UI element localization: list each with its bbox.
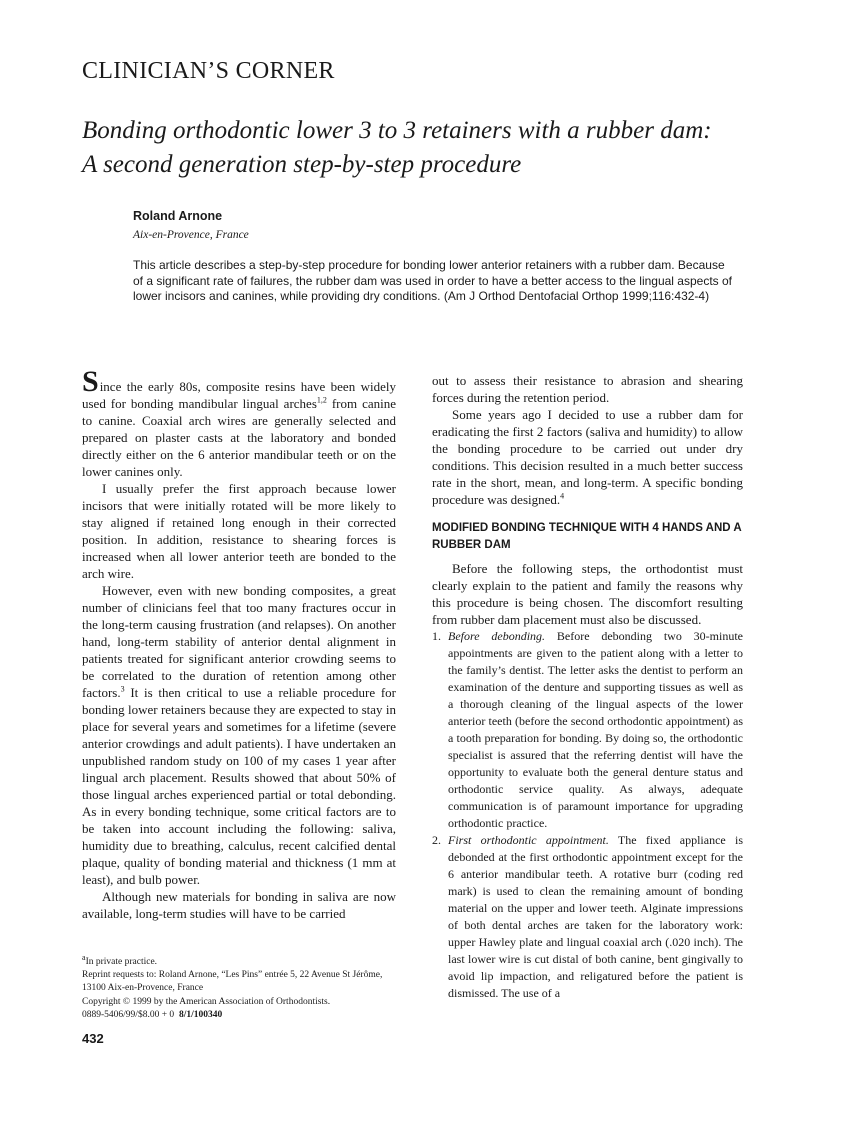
footnote-copyright: Copyright © 1999 by the American Association of Orthodontists. xyxy=(82,996,331,1007)
footnote-affiliation xyxy=(82,952,396,969)
author-affiliation: Aix-en-Provence, France xyxy=(133,229,249,241)
article-code: 8/1/100340 xyxy=(178,1009,223,1020)
step-lead: First orthodontic appointment. xyxy=(448,833,609,847)
paragraph xyxy=(432,406,743,508)
subsection-heading: MODIFIED BONDING TECHNIQUE WITH 4 HANDS AND A RUBBER DAM xyxy=(432,522,742,551)
step-lead: Before debonding. xyxy=(448,629,546,643)
paragraph-text: from canine to canine. Coaxial arch wires are generally selected and prepared on plaster casts at the laboratory and bonded directly either on the 6 anterior mandibular teeth or on the lower canines only. xyxy=(82,396,396,479)
footnote-text: In private practice. xyxy=(85,957,158,967)
paragraph: I usually prefer the first approach because lower incisors that were initially rotated will be more likely to stay aligned if retained long enough in their corrected position. In addition, resistance to shearing forces is increased when all lower anterior teeth are bonded to the arch wire. xyxy=(82,481,396,581)
step-item xyxy=(432,832,743,1002)
left-column xyxy=(82,365,396,922)
author-name: Roland Arnone xyxy=(133,209,223,223)
paragraph xyxy=(82,582,396,888)
paragraph-text: Some years ago I decided to use a rubber dam for eradicating the first 2 factors (saliva and humidity) to allow the bonding procedure to be carried out under dry conditions. This decision resulted in a much better success rate in the short, mean, and long-term. A specific bonding procedure was designed. xyxy=(432,407,743,507)
paragraph-intro xyxy=(82,365,396,480)
footnote-reprint-address: 13100 Aix-en-Provence, France xyxy=(82,983,204,994)
article-title-line-1: Bonding orthodontic lower 3 to 3 retainers with a rubber dam: xyxy=(82,117,712,144)
article-title xyxy=(82,114,802,182)
step-body xyxy=(448,628,743,832)
page-number: 432 xyxy=(82,1031,104,1046)
step-text: The fixed appliance is debonded at the first orthodontic appointment except for the 6 anterior mandibular teeth. A rotative burr (coding red mark) is used to clean the remaining amount of bonding material on the upper and lower teeth. Alginate impressions of both dental arches are taken for the laboratory work: upper Hawley plate and lingual coaxial arch (.020 inch). The last lower wire is cut distal of both canine, bent gingivally to avoid lip impaction, and religatured before the patient is dismissed. The use of a xyxy=(448,833,743,1000)
paragraph-text: However, even with new bonding composites, a great number of clinicians feel that too many fractures occur in the long-term causing frustration (and relapses). On another hand, long-term stability of anterior dental alignment in patients treated for significant anterior crowding seems to be correlated to the duration of retention among other factors. xyxy=(82,583,396,700)
step-item xyxy=(432,628,743,832)
citation-ref: 1,2 xyxy=(316,395,327,405)
article-title-line-2: A second generation step-by-step procedure xyxy=(82,151,522,178)
paragraph-text: ince the early 80s, composite resins have been widely used for bonding mandibular lingual arches xyxy=(82,379,396,411)
paragraph-text: It is then critical to use a reliable procedure for bonding lower retainers because they are expected to stay in place for several years and sometimes for a lifetime (severe anterior crowdings and adult patients). I have undertaken an unpublished random study on 100 of my cases 1 year after lingual arch placement. Results showed that about 50% of those lingual arches experienced partial or total debonding. As in every bonding technique, some critical factors are to be taken into account including the following: saliva, humidity due to breathing, calculus, recent calcified dental plaque, quality of bonding material and thickness (1 mm at least), and bulb power. xyxy=(82,685,396,887)
section-heading: CLINICIAN’S CORNER xyxy=(82,58,335,84)
paragraph: Before the following steps, the orthodontist must clearly explain to the patient and family the reasons why this procedure is being chosen. The discomfort resulting from rubber dam placement must also be discussed. xyxy=(432,561,743,627)
footnote-marker: a xyxy=(82,952,86,962)
footnote-codes xyxy=(82,1009,396,1022)
footnote-reprint: Reprint requests to: Roland Arnone, “Les Pins” entrée 5, 22 Avenue St Jérôme, xyxy=(82,970,383,981)
paragraph: out to assess their resistance to abrasion and shearing forces during the retention period. xyxy=(432,373,743,405)
step-text: Before debonding two 30-minute appointments are given to the patient along with a letter to the family’s dentist. The letter asks the dentist to perform an examination of the denture and supporting tissues as well as a thorough cleaning of the lingual aspects of the lower anterior teeth (before the second orthodontic appointment) as a tooth preparation for bonding. By doing so, the orthodontic specialist is assured that the referring dentist will have the opportunity to evaluate both the general denture status and orthodontic service quality. As always, adequate communication is of paramount importance for upgrading orthodontic practice. xyxy=(448,629,744,830)
abstract: This article describes a step-by-step procedure for bonding lower anterior retainers with a rubber dam. Because of a significant rate of failures, the rubber dam was used in order to have a better access to the lingual aspects of lower incisors and canines, while providing dry conditions. (Am J Orthod Dentofacial Orthop 1999;116:432-4) xyxy=(133,258,733,304)
issn-code: 0889-5406/99/$8.00 + 0 xyxy=(82,1009,175,1020)
step-number: 2. xyxy=(432,833,441,847)
citation-ref: 3 xyxy=(120,684,125,694)
step-body xyxy=(448,832,743,1002)
step-number: 1. xyxy=(432,629,441,643)
right-column xyxy=(432,372,743,1002)
paragraph: Although new materials for bonding in saliva are now available, long-term studies will have to be carried xyxy=(82,889,396,921)
drop-cap: S xyxy=(82,365,99,398)
steps-list xyxy=(432,628,743,1002)
footnotes xyxy=(82,952,396,1022)
citation-ref: 4 xyxy=(560,491,565,501)
